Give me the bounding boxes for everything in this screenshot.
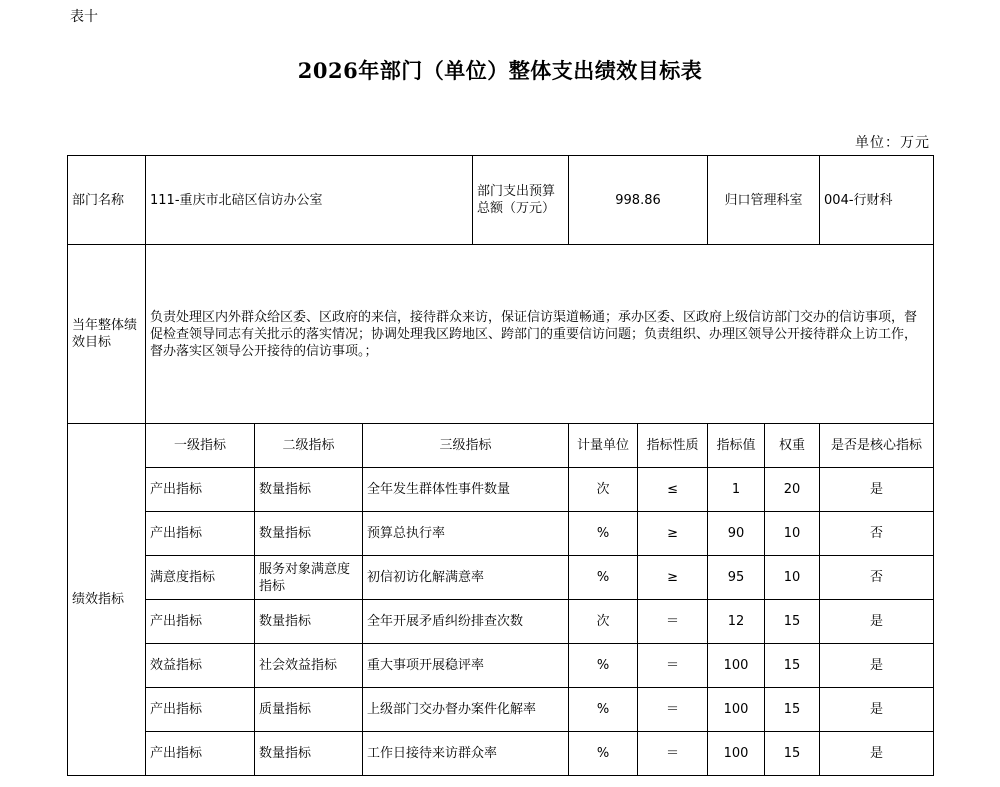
cell-value: 12	[708, 600, 765, 644]
cell-level3: 全年开展矛盾纠纷排查次数	[363, 600, 569, 644]
cell-weight: 20	[765, 468, 820, 512]
cell-weight: 10	[765, 556, 820, 600]
table-row	[68, 556, 934, 600]
cell-nature: ＝	[638, 732, 708, 776]
performance-table	[67, 155, 934, 776]
cell-level3: 重大事项开展稳评率	[363, 644, 569, 688]
table-row	[68, 468, 934, 512]
cell-value: 100	[708, 644, 765, 688]
cell-nature: ＝	[638, 600, 708, 644]
table-number: 表十	[70, 9, 98, 25]
cell-unit: 次	[569, 468, 638, 512]
dept-name-value: 111-重庆市北碚区信访办公室	[146, 156, 473, 245]
col-value: 指标值	[708, 424, 765, 468]
budget-total-label: 部门支出预算总额（万元）	[473, 156, 569, 245]
cell-value: 1	[708, 468, 765, 512]
col-level3: 三级指标	[363, 424, 569, 468]
cell-value: 95	[708, 556, 765, 600]
cell-unit: %	[569, 644, 638, 688]
budget-total-value: 998.86	[569, 156, 708, 245]
col-unit: 计量单位	[569, 424, 638, 468]
cell-unit: %	[569, 732, 638, 776]
cell-level1: 产出指标	[146, 600, 255, 644]
col-level1: 一级指标	[146, 424, 255, 468]
indicators-label: 绩效指标	[68, 424, 146, 776]
cell-unit: %	[569, 688, 638, 732]
unit-label: 单位：万元	[855, 135, 930, 151]
cell-nature: ＝	[638, 688, 708, 732]
cell-level3: 全年发生群体性事件数量	[363, 468, 569, 512]
cell-level2: 数量指标	[255, 732, 363, 776]
cell-level3: 工作日接待来访群众率	[363, 732, 569, 776]
col-weight: 权重	[765, 424, 820, 468]
cell-core: 是	[820, 688, 934, 732]
cell-nature: ≥	[638, 512, 708, 556]
cell-level1: 产出指标	[146, 732, 255, 776]
cell-core: 是	[820, 644, 934, 688]
col-level2: 二级指标	[255, 424, 363, 468]
cell-weight: 15	[765, 688, 820, 732]
cell-nature: ＝	[638, 644, 708, 688]
table-row	[68, 600, 934, 644]
cell-core: 是	[820, 732, 934, 776]
cell-level3: 预算总执行率	[363, 512, 569, 556]
table-row	[68, 644, 934, 688]
cell-core: 否	[820, 556, 934, 600]
page-title: 2026年部门（单位）整体支出绩效目标表	[297, 58, 703, 83]
table-row	[68, 688, 934, 732]
cell-level3: 初信初访化解满意率	[363, 556, 569, 600]
cell-unit: %	[569, 556, 638, 600]
cell-core: 否	[820, 512, 934, 556]
cell-level2: 数量指标	[255, 512, 363, 556]
annual-goal-label: 当年整体绩效目标	[68, 245, 146, 424]
cell-level2: 质量指标	[255, 688, 363, 732]
cell-level1: 效益指标	[146, 644, 255, 688]
table-row	[68, 512, 934, 556]
cell-value: 100	[708, 688, 765, 732]
cell-level2: 服务对象满意度指标	[255, 556, 363, 600]
cell-level2: 数量指标	[255, 468, 363, 512]
cell-weight: 15	[765, 732, 820, 776]
cell-value: 90	[708, 512, 765, 556]
cell-level1: 满意度指标	[146, 556, 255, 600]
cell-weight: 10	[765, 512, 820, 556]
cell-level2: 社会效益指标	[255, 644, 363, 688]
cell-unit: 次	[569, 600, 638, 644]
indicator-header-row	[68, 424, 934, 468]
cell-unit: %	[569, 512, 638, 556]
cell-level2: 数量指标	[255, 600, 363, 644]
cell-value: 100	[708, 732, 765, 776]
cell-level1: 产出指标	[146, 468, 255, 512]
office-value: 004-行财科	[820, 156, 934, 245]
cell-nature: ≥	[638, 556, 708, 600]
cell-nature: ≤	[638, 468, 708, 512]
dept-info-row	[68, 156, 934, 245]
cell-weight: 15	[765, 600, 820, 644]
col-nature: 指标性质	[638, 424, 708, 468]
cell-core: 是	[820, 600, 934, 644]
dept-name-label: 部门名称	[68, 156, 146, 245]
office-label: 归口管理科室	[708, 156, 820, 245]
cell-level3: 上级部门交办督办案件化解率	[363, 688, 569, 732]
cell-level1: 产出指标	[146, 512, 255, 556]
annual-goal-row	[68, 245, 934, 424]
col-core: 是否是核心指标	[820, 424, 934, 468]
cell-level1: 产出指标	[146, 688, 255, 732]
annual-goal-text: 负责处理区内外群众给区委、区政府的来信，接待群众来访，保证信访渠道畅通；承办区委、区政府上级信访部门交办的信访事项，督促检查领导同志有关批示的落实情况；协调处理我区跨地区、跨部门的重要信访问题；负责组织、办理区领导公开接待群众上访工作，督办落实区领导公开接待的信访事项。；	[146, 245, 934, 424]
cell-weight: 15	[765, 644, 820, 688]
cell-core: 是	[820, 468, 934, 512]
table-row	[68, 732, 934, 776]
